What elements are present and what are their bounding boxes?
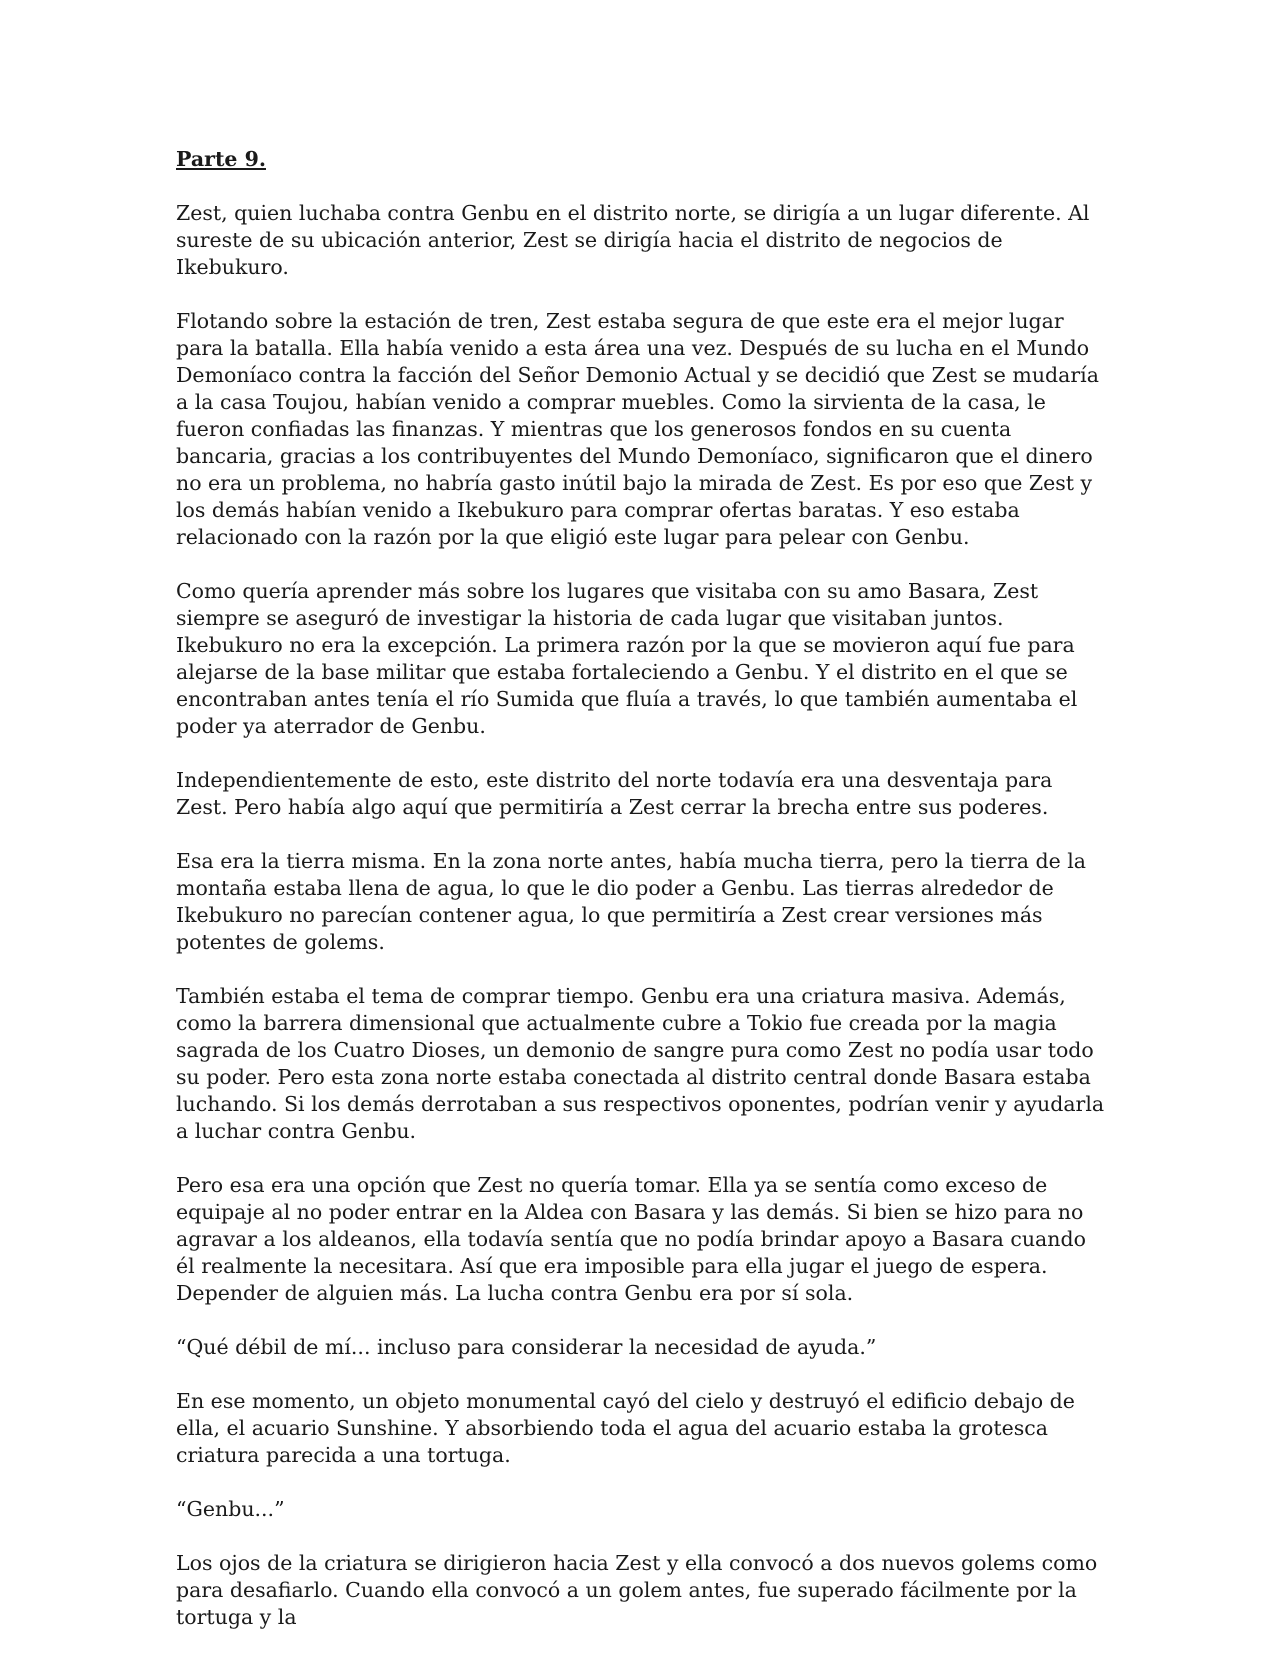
dialogue-line: “Genbu...” [176,1497,285,1521]
paragraph: Como quería aprender más sobre los lugares que visitaba con su amo Basara, Zest siempre se aseguró de investigar la historia de cada lugar que visitaban juntos. Ikebukuro no era la excepción. La primera razón por la que se movieron aquí fue para alejarse de la base militar que estaba fortaleciendo a Genbu. Y el distrito en el que se encontraban antes tenía el río Sumida que fluía a través, lo que también aumentaba el poder ya aterrador de Genbu. [176,579,1078,738]
document-page [176,146,1106,1658]
paragraph: Esa era la tierra misma. En la zona norte antes, había mucha tierra, pero la tierra de la montaña estaba llena de agua, lo que le dio poder a Genbu. Las tierras alrededor de Ikebukuro no parecían contener agua, lo que permitiría a Zest crear versiones más potentes de golems. [176,849,1087,954]
paragraph: Independientemente de esto, este distrito del norte todavía era una desventaja para Zest. Pero había algo aquí que permitiría a Zest cerrar la brecha entre sus poderes. [176,768,1053,819]
paragraph: Flotando sobre la estación de tren, Zest estaba segura de que este era el mejor lugar para la batalla. Ella había venido a esta área una vez. Después de su lucha en el Mundo Demoníaco contra la facción del Señor Demonio Actual y se decidió que Zest se mudaría a la casa Toujou, habían venido a comprar muebles. Como la sirvienta de la casa, le fueron confiadas las finanzas. Y mientras que los generosos fondos en su cuenta bancaria, gracias a los contribuyentes del Mundo Demoníaco, significaron que el dinero no era un problema, no habría gasto inútil bajo la mirada de Zest. Es por eso que Zest y los demás habían venido a Ikebukuro para comprar ofertas baratas. Y eso estaba relacionado con la razón por la que eligió este lugar para pelear con Genbu. [176,309,1099,549]
chapter-heading: Parte 9. [176,147,266,171]
paragraph: También estaba el tema de comprar tiempo. Genbu era una criatura masiva. Además, como la barrera dimensional que actualmente cubre a Tokio fue creada por la magia sagrada de los Cuatro Dioses, un demonio de sangre pura como Zest no podía usar todo su poder. Pero esta zona norte estaba conectada al distrito central donde Basara estaba luchando. Si los demás derrotaban a sus respectivos oponentes, podrían venir y ayudarla a luchar contra Genbu. [176,984,1105,1143]
paragraph: En ese momento, un objeto monumental cayó del cielo y destruyó el edificio debajo de ella, el acuario Sunshine. Y absorbiendo toda el agua del acuario estaba la grotesca criatura parecida a una tortuga. [176,1389,1075,1467]
paragraph: Zest, quien luchaba contra Genbu en el distrito norte, se dirigía a un lugar diferente. Al sureste de su ubicación anterior, Zest se dirigía hacia el distrito de negocios de Ikebukuro. [176,201,1090,279]
paragraph: Pero esa era una opción que Zest no quería tomar. Ella ya se sentía como exceso de equipaje al no poder entrar en la Aldea con Basara y las demás. Si bien se hizo para no agravar a los aldeanos, ella todavía sentía que no podía brindar apoyo a Basara cuando él realmente la necesitara. Así que era imposible para ella jugar el juego de espera. Depender de alguien más. La lucha contra Genbu era por sí sola. [176,1173,1086,1305]
paragraph: Los ojos de la criatura se dirigieron hacia Zest y ella convocó a dos nuevos golems como para desafiarlo. Cuando ella convocó a un golem antes, fue superado fácilmente por la tortuga y la [176,1551,1098,1629]
dialogue-line: “Qué débil de mí... incluso para considerar la necesidad de ayuda.” [176,1335,877,1359]
